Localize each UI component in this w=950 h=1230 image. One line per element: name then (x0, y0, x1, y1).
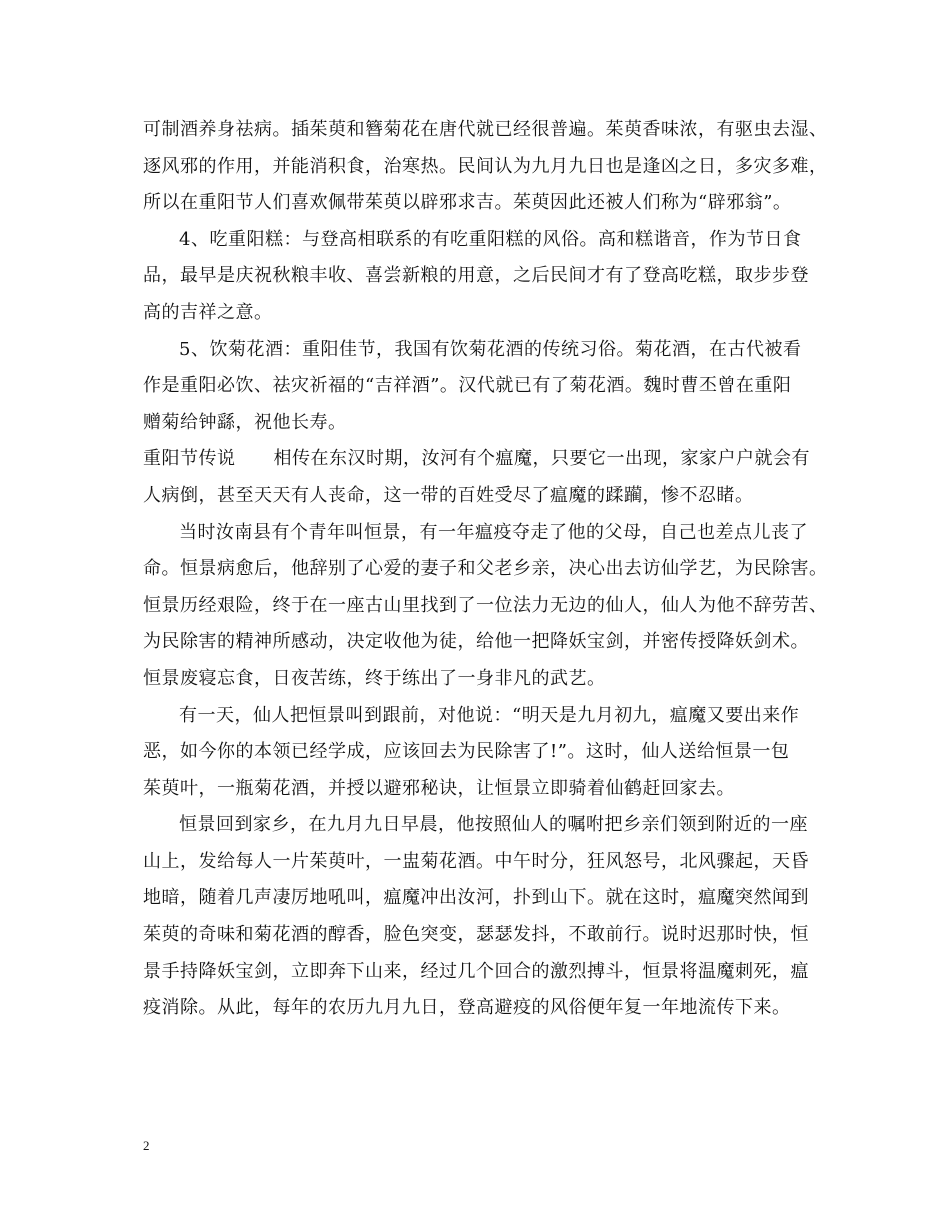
page-number: 2 (143, 1138, 150, 1153)
text-line: 茱萸叶，一瓶菊花酒，并授以避邪秘诀，让恒景立即骑着仙鹤赶回家去。 (143, 777, 735, 799)
text-line: 赠菊给钟繇，祝他长寿。 (143, 411, 347, 433)
legend-heading-line (143, 441, 811, 478)
text-line: 当时汝南县有个青年叫恒景，有一年瘟疫夺走了他的父母，自己也差点儿丧了 (179, 521, 808, 543)
text-line: 4、吃重阳糕：与登高相联系的有吃重阳糕的风俗。高和糕谐音，作为节日食 (179, 228, 802, 250)
text-line: 恒景回到家乡，在九月九日早晨，他按照仙人的嘱咐把乡亲们领到附近的一座 (179, 814, 808, 836)
text-line: 为民除害的精神所感动，决定收他为徒，给他一把降妖宝剑，并密传授降妖剑术。 (143, 631, 809, 653)
text-line: 景手持降妖宝剑，立即奔下山来，经过几个回合的激烈搏斗，恒景将温魔刺死，瘟 (143, 960, 809, 982)
text-line: 逐风邪的作用，并能消积食，治寒热。民间认为九月九日也是逢凶之日，多灾多难， (143, 155, 828, 177)
legend-opening: 相传在东汉时期，汝河有个瘟魔，只要它一出现，家家户户就会有 (273, 448, 810, 470)
text-line: 5、饮菊花酒：重阳佳节，我国有饮菊花酒的传统习俗。菊花酒，在古代被看 (179, 338, 802, 360)
text-line: 山上，发给每人一片茱萸叶，一盅菊花酒。中午时分，狂风怒号，北风骤起，天昏 (143, 850, 809, 872)
text-line: 恒景历经艰险，终于在一座古山里找到了一位法力无边的仙人，仙人为他不辞劳苦、 (143, 594, 828, 616)
text-line: 作是重阳必饮、祛灾祈福的“吉祥酒”。汉代就已有了菊花酒。魏时曹丕曾在重阳 (143, 375, 792, 397)
legend-heading: 重阳节传说 (143, 448, 236, 470)
text-line: 地暗，随着几声凄厉地吼叫，瘟魔冲出汝河，扑到山下。就在这时，瘟魔突然闻到 (143, 887, 809, 909)
text-line: 恒景废寝忘食，日夜苦练，终于练出了一身非凡的武艺。 (143, 667, 606, 689)
text-line: 可制酒养身祛病。插茱萸和簪菊花在唐代就已经很普遍。茱萸香味浓，有驱虫去湿、 (143, 119, 828, 140)
text-line: 品，最早是庆祝秋粮丰收、喜尝新粮的用意，之后民间才有了登高吃糕，取步步登 (143, 265, 809, 287)
text-line: 茱萸的奇味和菊花酒的醇香，脸色突变，瑟瑟发抖，不敢前行。说时迟那时快，恒 (143, 924, 809, 946)
text-line: 恶，如今你的本领已经学成，应该回去为民除害了!”。这时，仙人送给恒景一包 (143, 741, 790, 763)
text-line: 人病倒，甚至天天有人丧命，这一带的百姓受尽了瘟魔的蹂躏，惨不忍睹。 (143, 484, 754, 506)
text-line: 高的吉祥之意。 (143, 301, 273, 323)
body-text (143, 112, 828, 1027)
text-line: 所以在重阳节人们喜欢佩带茱萸以辟邪求吉。茱萸因此还被人们称为“辟邪翁”。 (143, 192, 792, 214)
text-line: 疫消除。从此，每年的农历九月九日，登高避疫的风俗便年复一年地流传下来。 (143, 997, 791, 1019)
text-line: 命。恒景病愈后，他辞别了心爱的妻子和父老乡亲，决心出去访仙学艺，为民除害。 (143, 558, 828, 580)
text-line: 有一天，仙人把恒景叫到跟前，对他说：“明天是九月初九，瘟魔又要出来作 (179, 704, 800, 726)
